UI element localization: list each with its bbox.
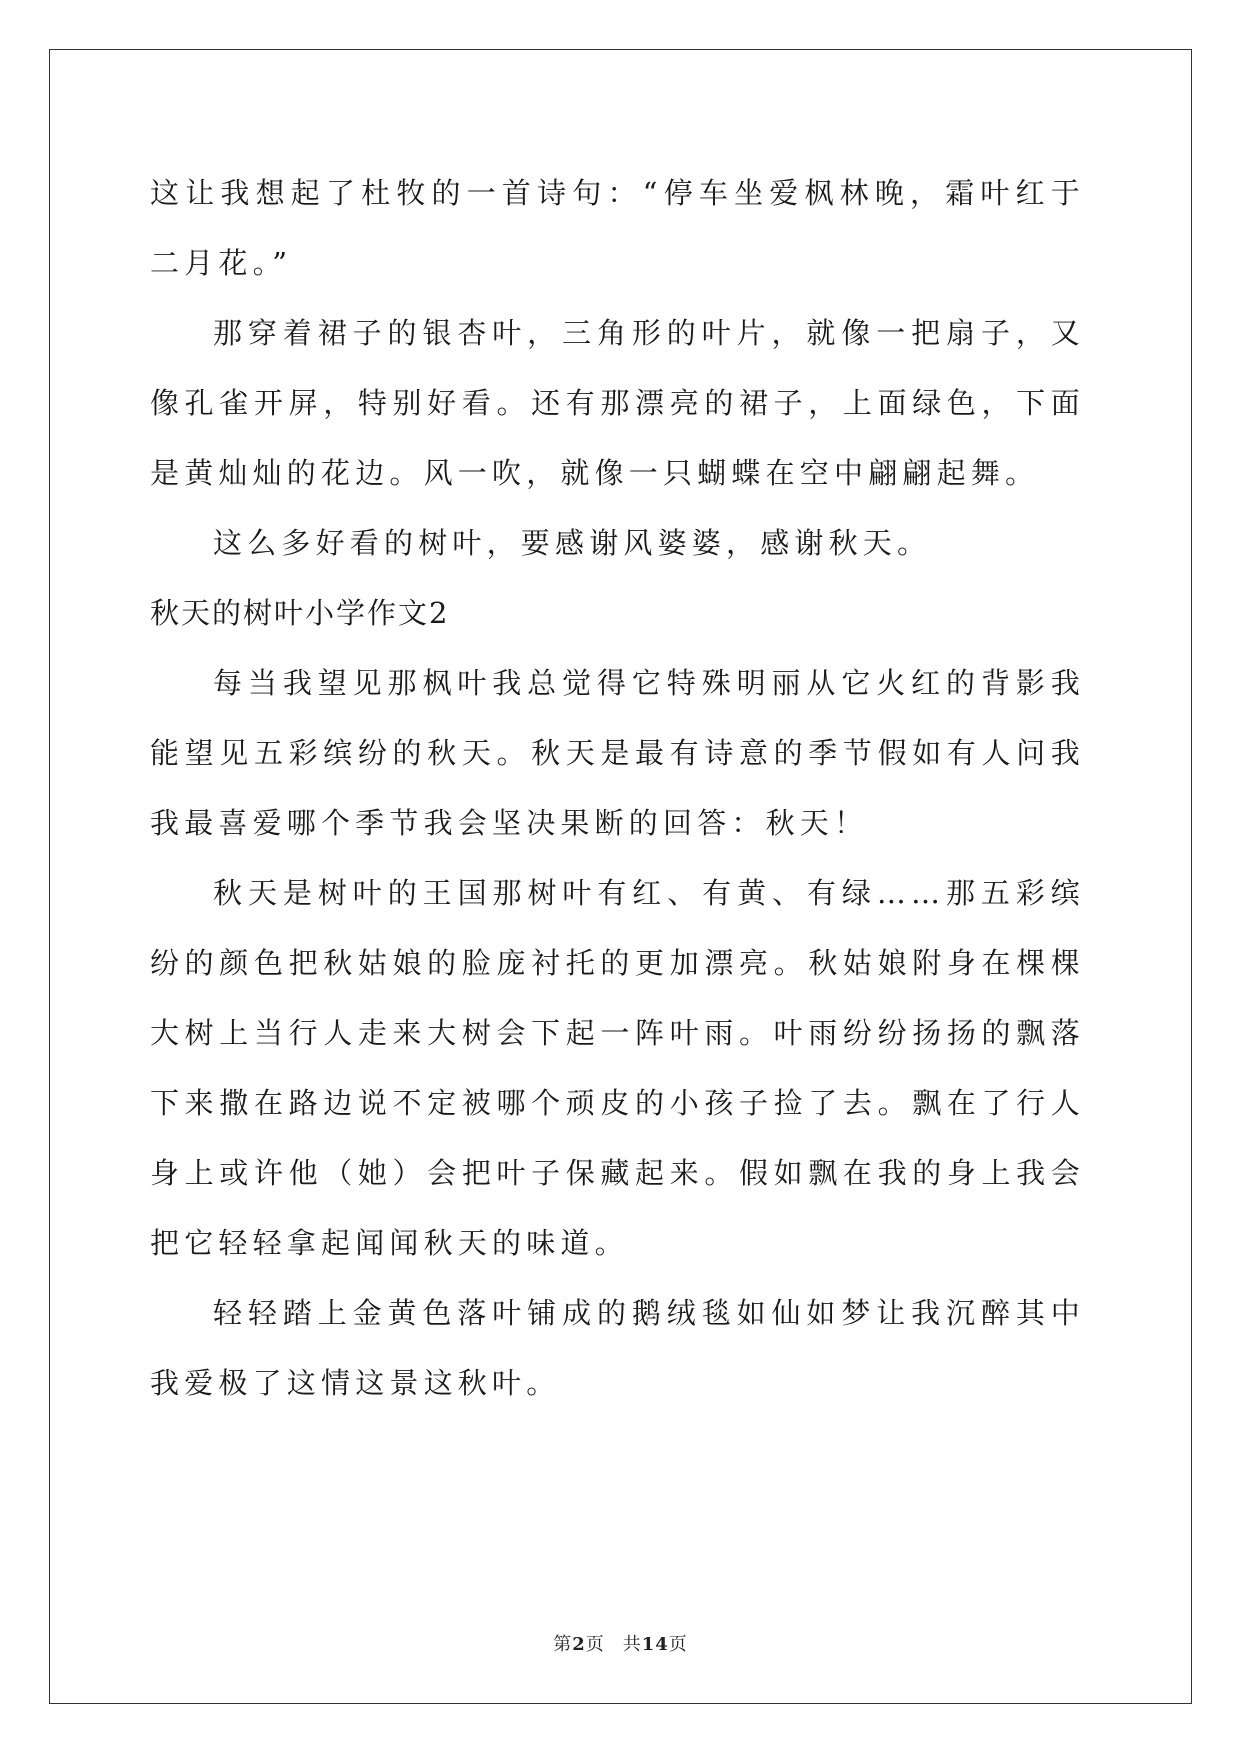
paragraph-kingdom: 秋天是树叶的王国那树叶有红、有黄、有绿……那五彩缤纷的颜色把秋姑娘的脸庞衬托的更加漂亮。秋姑娘附身在棵棵大树上当行人走来大树会下起一阵叶雨。叶雨纷纷扬扬的飘落下来撒在路边说不定被哪个顽皮的小孩子捡了去。飘在了行人身上或许他（她）会把叶子保藏起来。假如飘在我的身上我会把它轻轻拿起闻闻秋天的味道。 bbox=[150, 876, 1085, 1260]
page-number: 2 bbox=[572, 1634, 586, 1655]
section-heading: 秋天的树叶小学作文2 bbox=[150, 596, 450, 630]
total-prefix: 共 bbox=[622, 1634, 642, 1655]
paragraph-maple: 每当我望见那枫叶我总觉得它特殊明丽从它火红的背影我能望见五彩缤纷的秋天。秋天是最有诗意的季节假如有人问我我最喜爱哪个季节我会坚决果断的回答：秋天！ bbox=[150, 666, 1085, 840]
document-body bbox=[150, 158, 1085, 1418]
page-suffix: 页 bbox=[585, 1634, 605, 1655]
page-footer bbox=[0, 1630, 1241, 1656]
total-pages: 14 bbox=[641, 1634, 669, 1655]
paragraph-carpet: 轻轻踏上金黄色落叶铺成的鹅绒毯如仙如梦让我沉醉其中我爱极了这情这景这秋叶。 bbox=[150, 1296, 1085, 1400]
paragraph-thanks: 这么多好看的树叶，要感谢风婆婆，感谢秋天。 bbox=[213, 526, 932, 560]
paragraph-ginkgo: 那穿着裙子的银杏叶，三角形的叶片，就像一把扇子，又像孔雀开屏，特别好看。还有那漂亮的裙子，上面绿色，下面是黄灿灿的花边。风一吹，就像一只蝴蝶在空中翩翩起舞。 bbox=[150, 316, 1085, 490]
page-prefix: 第 bbox=[553, 1634, 573, 1655]
total-suffix: 页 bbox=[668, 1634, 688, 1655]
paragraph-poem-quote: 这让我想起了杜牧的一首诗句：“停车坐爱枫林晚，霜叶红于二月花。” bbox=[150, 176, 1085, 280]
